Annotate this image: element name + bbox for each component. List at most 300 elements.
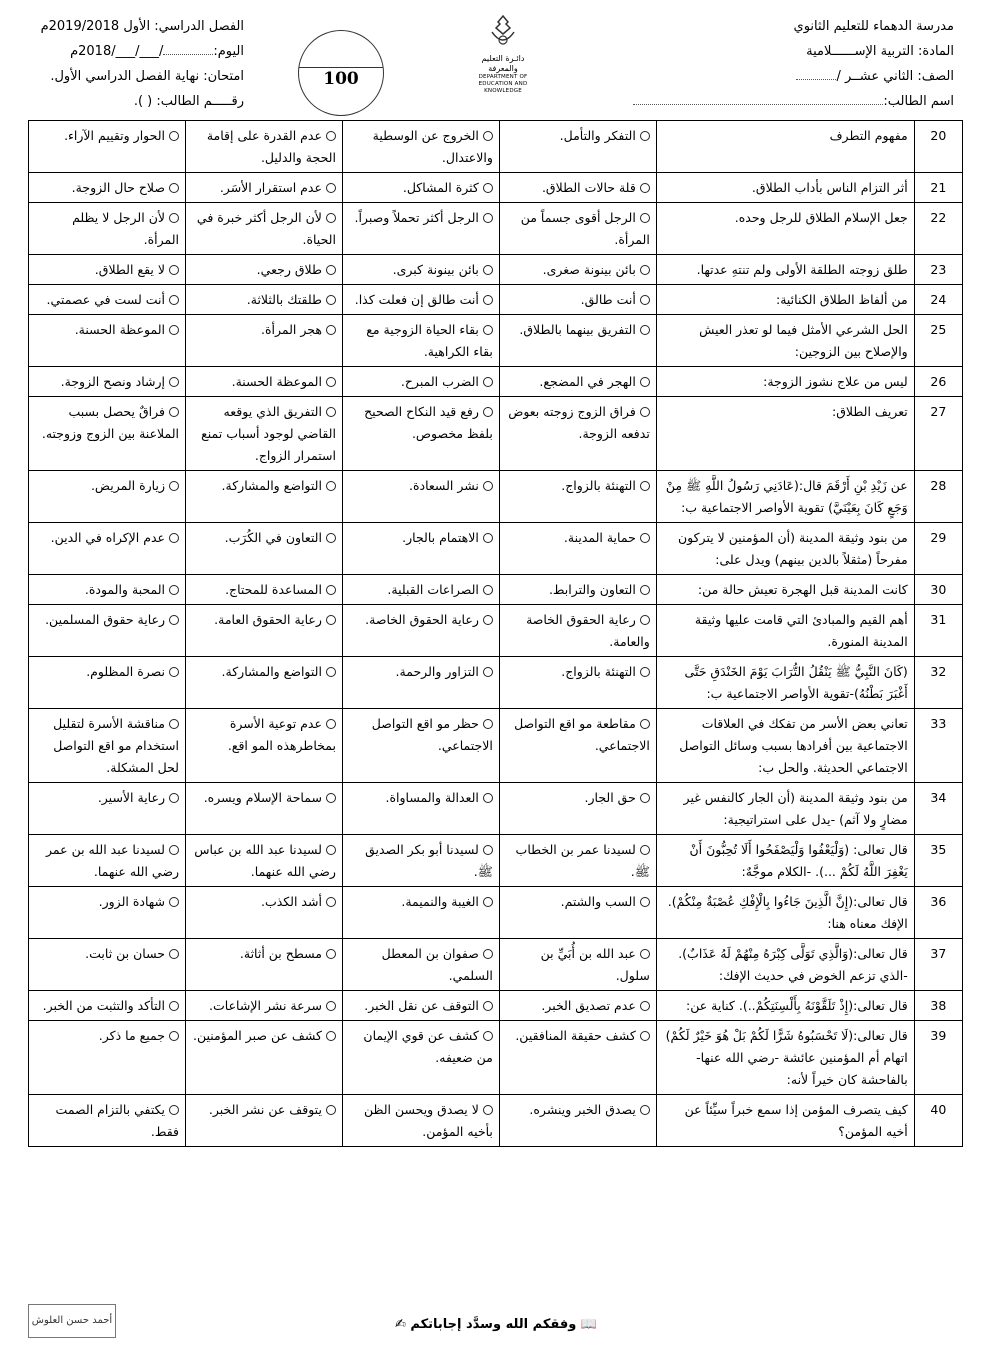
answer-option[interactable] (186, 709, 343, 783)
answer-option[interactable] (499, 315, 656, 367)
radio-circle-icon[interactable] (169, 131, 179, 141)
answer-option-label: بقاء الحياة الزوجية مع بقاء الكراهية. (366, 322, 493, 359)
question-row (29, 367, 963, 397)
radio-circle-icon[interactable] (640, 481, 650, 491)
answer-option[interactable] (342, 397, 499, 471)
answer-option[interactable] (342, 173, 499, 203)
answer-option[interactable] (499, 835, 656, 887)
answer-option-label: بائن بينونة صغرى. (542, 262, 636, 277)
radio-circle-icon[interactable] (169, 265, 179, 275)
answer-option[interactable] (342, 783, 499, 835)
answer-option-label: التفريق الذي يوقعه القاضي لوجود أسباب تمنع استمرار الزواج. (201, 404, 336, 463)
answer-option-label: أشد الكذب. (260, 894, 322, 909)
radio-circle-icon[interactable] (326, 265, 336, 275)
answer-option[interactable] (342, 575, 499, 605)
answer-option[interactable] (499, 939, 656, 991)
question-number: 38 (914, 991, 962, 1021)
radio-circle-icon[interactable] (640, 295, 650, 305)
answer-option-label: طلقتك بالثلاثة. (246, 292, 322, 307)
question-number: 24 (914, 285, 962, 315)
answer-option-label: عدم تصديق الخبر. (541, 998, 636, 1013)
logo-english-text: DEPARTMENT OF EDUCATION AND KNOWLEDGE (478, 74, 528, 94)
radio-circle-icon[interactable] (326, 615, 336, 625)
score-circle (298, 30, 384, 116)
answer-option[interactable] (29, 367, 186, 397)
radio-circle-icon[interactable] (326, 183, 336, 193)
radio-circle-icon[interactable] (483, 183, 493, 193)
answer-option-label: لأن الرجل أكثر خبرة في الحياة. (196, 210, 336, 247)
exam-header (0, 0, 992, 118)
answer-option-label: السب والشتم. (560, 894, 636, 909)
radio-circle-icon[interactable] (326, 719, 336, 729)
answer-option-label: نشر السعادة. (409, 478, 479, 493)
answer-option[interactable] (342, 939, 499, 991)
answer-option[interactable] (499, 367, 656, 397)
radio-circle-icon[interactable] (169, 533, 179, 543)
radio-circle-icon[interactable] (483, 585, 493, 595)
answer-option-label: طلاق رجعي. (256, 262, 322, 277)
question-row (29, 1021, 963, 1095)
answer-option-label: نصرة المظلوم. (86, 664, 165, 679)
answer-option[interactable] (499, 285, 656, 315)
question-row (29, 939, 963, 991)
radio-circle-icon[interactable] (640, 265, 650, 275)
radio-circle-icon[interactable] (483, 533, 493, 543)
answer-option-label: حظر مو اقع التواصل الاجتماعي. (371, 716, 493, 753)
answer-option-label: حق الجار. (584, 790, 636, 805)
answer-option-label: لا يقع الطلاق. (94, 262, 165, 277)
question-row (29, 173, 963, 203)
answer-option[interactable] (342, 121, 499, 173)
radio-circle-icon[interactable] (326, 481, 336, 491)
radio-circle-icon[interactable] (169, 377, 179, 387)
question-number: 32 (914, 657, 962, 709)
answer-option-label: الموعظة الحسنة. (74, 322, 165, 337)
answer-option-label: فراق الزوج زوجته بعوض تدفعه الزوجة. (508, 404, 650, 441)
question-row (29, 203, 963, 255)
question-text: عن زَيْدِ بْنِ أَرْقَمَ قال:(عَادَنِي رَسُولُ اللَّهِ ﷺ مِنْ وَجَعٍ كَانَ بِعَيْنَيَّ) تقوية الأواصر الاجتماعية ب: (656, 471, 914, 523)
question-text: تعاني بعض الأسر من تفكك في العلاقات الاجتماعية بين أفرادها بسبب وسائل التواصل الاجتماعي الحديثة. والحل ب: (656, 709, 914, 783)
radio-circle-icon[interactable] (326, 897, 336, 907)
answer-option[interactable] (29, 397, 186, 471)
answer-option[interactable] (29, 709, 186, 783)
radio-circle-icon[interactable] (169, 1105, 179, 1115)
question-text: ليس من علاج نشوز الزوجة: (656, 367, 914, 397)
question-number: 31 (914, 605, 962, 657)
question-row (29, 887, 963, 939)
radio-circle-icon[interactable] (169, 481, 179, 491)
answer-option-label: رفع قيد النكاح الصحيح بلفظ مخصوص. (364, 404, 493, 441)
answer-option[interactable] (29, 315, 186, 367)
answer-option-label: رعاية الحقوق العامة. (214, 612, 322, 627)
answer-option[interactable] (29, 605, 186, 657)
answer-option[interactable] (342, 285, 499, 315)
answer-option[interactable] (29, 173, 186, 203)
answer-option-label: سماحة الإسلام ويسره. (203, 790, 322, 805)
answer-option-label: رعاية حقوق المسلمين. (45, 612, 165, 627)
education-logo (466, 14, 540, 94)
radio-circle-icon[interactable] (483, 845, 493, 855)
answer-option[interactable] (29, 1021, 186, 1095)
radio-circle-icon[interactable] (483, 481, 493, 491)
answer-option-label: صلاح حال الزوجة. (71, 180, 165, 195)
answer-option[interactable] (499, 255, 656, 285)
radio-circle-icon[interactable] (326, 845, 336, 855)
answer-option-label: العدالة والمساواة. (385, 790, 479, 805)
answer-option[interactable] (186, 991, 343, 1021)
question-text: من بنود وثيقة المدينة (أن الجار كالنفس غير مضارٍ ولا آثم) -يدل على استراتيجية: (656, 783, 914, 835)
answer-option-label: الصراعات القبلية. (387, 582, 479, 597)
question-text: من ألفاظ الطلاق الكنائية: (656, 285, 914, 315)
answer-option-label: مسطح بن أثاثة. (239, 946, 322, 961)
answer-option[interactable] (499, 523, 656, 575)
answer-option-label: شهادة الزور. (98, 894, 165, 909)
answer-option-label: أنت طالق إن فعلت كذا. (354, 292, 479, 307)
question-text: قال تعالى: (وَلْيَعْفُوا وَلْيَصْفَحُوا أَلَا تُحِبُّونَ أَنْ يَغْفِرَ اللَّهُ لَكُمْ ...). -الكلام موجَّهٌ: (656, 835, 914, 887)
answer-option[interactable] (342, 991, 499, 1021)
answer-option[interactable] (29, 835, 186, 887)
answer-option-label: المحبة والمودة. (84, 582, 165, 597)
total-score: 100 (323, 69, 359, 89)
radio-circle-icon[interactable] (640, 183, 650, 193)
answer-option-label: التوقف عن نقل الخبر. (364, 998, 479, 1013)
answer-option[interactable] (342, 471, 499, 523)
answer-option-label: التهنئة بالزواج. (561, 478, 636, 493)
answer-option-label: الخروج عن الوسطية والاعتدال. (372, 128, 493, 165)
answer-option[interactable] (186, 835, 343, 887)
teacher-signature: أحمد حسن العلوش (28, 1304, 116, 1338)
answer-option-label: لسيدنا عمر بن الخطاب ﷺ. (515, 842, 650, 879)
radio-circle-icon[interactable] (640, 845, 650, 855)
radio-circle-icon[interactable] (640, 897, 650, 907)
answer-option-label: حماية المدينة. (563, 530, 636, 545)
answer-option[interactable] (186, 887, 343, 939)
answer-option-label: التزاور والرحمة. (395, 664, 479, 679)
radio-circle-icon[interactable] (640, 719, 650, 729)
radio-circle-icon[interactable] (169, 667, 179, 677)
answer-option[interactable] (29, 575, 186, 605)
answer-option-label: كثرة المشاكل. (402, 180, 479, 195)
answer-option-label: الهجر في المضجع. (539, 374, 636, 389)
question-row (29, 315, 963, 367)
answer-option[interactable] (342, 523, 499, 575)
answer-option[interactable] (499, 575, 656, 605)
radio-circle-icon[interactable] (326, 793, 336, 803)
radio-circle-icon[interactable] (326, 131, 336, 141)
answer-option-label: عدم القدرة على إقامة الحجة والدليل. (206, 128, 336, 165)
question-text: كيف يتصرف المؤمن إذا سمع خبراً سيِّئاً عن أخيه المؤمن؟ (656, 1095, 914, 1147)
radio-circle-icon[interactable] (169, 949, 179, 959)
question-text: أهم القيم والمبادئ التي قامت عليها وثيقة المدينة المنورة. (656, 605, 914, 657)
answer-option-label: فراقٌ يحصل بسبب الملاعنة بين الزوج وزوجته. (41, 404, 179, 441)
answer-option[interactable] (342, 657, 499, 709)
question-number: 37 (914, 939, 962, 991)
answer-option-label: كشف حقيقة المنافقين. (515, 1028, 636, 1043)
question-text: قال تعالى:(إِنَّ الَّذِينَ جَاءُوا بِالْإِفْكِ عُصْبَةٌ مِنْكُمْ). الإفك معناه هنا: (656, 887, 914, 939)
answer-option-label: أنت طالق. (580, 292, 636, 307)
question-row (29, 783, 963, 835)
student-number-label: رقـــــم الطالب: ( ). (133, 94, 244, 109)
radio-circle-icon[interactable] (326, 407, 336, 417)
radio-circle-icon[interactable] (640, 377, 650, 387)
radio-circle-icon[interactable] (169, 295, 179, 305)
question-text: قال تعالى:(لَا تَحْسَبُوهُ شَرًّا لَكُمْ بَلْ هُوَ خَيْرٌ لَكُمْ) اتهام أم المؤمنين عائشة -رضي الله عنها-بالفاحشة كان خيراً لأنه: (656, 1021, 914, 1095)
answer-option[interactable] (186, 203, 343, 255)
radio-circle-icon[interactable] (169, 897, 179, 907)
answer-option[interactable] (29, 939, 186, 991)
answer-option-label: التأكد والتثبت من الخبر. (42, 998, 165, 1013)
radio-circle-icon[interactable] (326, 585, 336, 595)
question-number: 35 (914, 835, 962, 887)
answer-option[interactable] (499, 1021, 656, 1095)
radio-circle-icon[interactable] (640, 1105, 650, 1115)
answer-option[interactable] (29, 1095, 186, 1147)
book-icon: 📖 (580, 1317, 598, 1332)
radio-circle-icon[interactable] (326, 213, 336, 223)
answer-option-label: التعاون والترابط. (548, 582, 636, 597)
answer-option[interactable] (29, 523, 186, 575)
answer-option[interactable] (342, 367, 499, 397)
answer-option[interactable] (29, 203, 186, 255)
radio-circle-icon[interactable] (483, 131, 493, 141)
question-text: (كَانَ النَّبِيُّ ﷺ يَنْقُلُ التُّرَابَ يَوْمَ الخَنْدَقِ حَتَّى أَغْبَرَ بَطْنُهُ)-تقوية الأواصر الاجتماعية ب: (656, 657, 914, 709)
answer-option[interactable] (342, 255, 499, 285)
radio-circle-icon[interactable] (483, 265, 493, 275)
radio-circle-icon[interactable] (169, 325, 179, 335)
answer-option-label: إرشاد ونصح الزوجة. (60, 374, 165, 389)
radio-circle-icon[interactable] (483, 897, 493, 907)
answer-option[interactable] (29, 657, 186, 709)
answer-option[interactable] (499, 887, 656, 939)
radio-circle-icon[interactable] (326, 1105, 336, 1115)
radio-circle-icon[interactable] (326, 1001, 336, 1011)
answer-option[interactable] (186, 575, 343, 605)
question-row (29, 397, 963, 471)
answer-option-label: بائن بينونة كبرى. (392, 262, 479, 277)
answer-option-label: رعاية الحقوق الخاصة والعامة. (526, 612, 650, 649)
question-text: قال تعالى:(إِذْ تَلَقَّوْنَهُ بِأَلْسِنَتِكُمْ..). كناية عن: (656, 991, 914, 1021)
radio-circle-icon[interactable] (640, 585, 650, 595)
answer-option-label: كشف عن صبر المؤمنين. (193, 1028, 322, 1043)
answer-option[interactable] (342, 605, 499, 657)
answer-option[interactable] (342, 315, 499, 367)
school-name: مدرسة الدهماء للتعليم الثانوي (793, 19, 954, 34)
answer-option[interactable] (186, 255, 343, 285)
question-row (29, 255, 963, 285)
question-row (29, 1095, 963, 1147)
header-left-block (29, 14, 244, 114)
question-text: كانت المدينة قبل الهجرة تعيش حالة من: (656, 575, 914, 605)
question-text: جعل الإسلام الطلاق للرجل وحده. (656, 203, 914, 255)
exam-title: امتحان: نهاية الفصل الدراسي الأول. (50, 69, 244, 84)
answer-option-label: هجر المرأة. (261, 322, 322, 337)
answer-option-label: المساعدة للمحتاج. (225, 582, 322, 597)
answer-option-label: جميع ما ذكر. (98, 1028, 165, 1043)
radio-circle-icon[interactable] (640, 131, 650, 141)
radio-circle-icon[interactable] (640, 615, 650, 625)
answer-option[interactable] (29, 121, 186, 173)
radio-circle-icon[interactable] (483, 615, 493, 625)
radio-circle-icon[interactable] (326, 533, 336, 543)
answer-option[interactable] (342, 835, 499, 887)
radio-circle-icon[interactable] (483, 949, 493, 959)
question-text: قال تعالى:(وَالَّذِي تَوَلَّى كِبْرَهُ مِنْهُمْ لَهُ عَذَابٌ). -الذي تزعم الخوض في حديث الإفك: (656, 939, 914, 991)
radio-circle-icon[interactable] (169, 213, 179, 223)
answer-option-label: زيارة المريض. (90, 478, 165, 493)
radio-circle-icon[interactable] (640, 407, 650, 417)
question-number: 34 (914, 783, 962, 835)
radio-circle-icon[interactable] (483, 667, 493, 677)
answer-option-label: يتوقف عن نشر الخبر. (208, 1102, 322, 1117)
answer-option-label: لسيدنا عبد الله بن عمر رضي الله عنهما. (46, 842, 179, 879)
radio-circle-icon[interactable] (640, 793, 650, 803)
answer-option[interactable] (29, 255, 186, 285)
answer-option[interactable] (342, 1021, 499, 1095)
answer-option[interactable] (186, 173, 343, 203)
radio-circle-icon[interactable] (483, 793, 493, 803)
radio-circle-icon[interactable] (640, 213, 650, 223)
answer-option-label: لسيدنا أبو بكر الصديق ﷺ. (365, 842, 493, 879)
header-right-block (624, 14, 954, 114)
answer-option[interactable] (499, 121, 656, 173)
radio-circle-icon[interactable] (483, 1031, 493, 1041)
answer-option[interactable] (499, 397, 656, 471)
radio-circle-icon[interactable] (169, 719, 179, 729)
radio-circle-icon[interactable] (640, 1001, 650, 1011)
question-row (29, 523, 963, 575)
answer-option-label: رعاية الأسير. (97, 790, 165, 805)
radio-circle-icon[interactable] (483, 295, 493, 305)
radio-circle-icon[interactable] (483, 1105, 493, 1115)
answer-option[interactable] (342, 1095, 499, 1147)
question-number: 29 (914, 523, 962, 575)
question-row (29, 835, 963, 887)
question-text: من بنود وثيقة المدينة (أن المؤمنين لا يتركون مفرحاً (مثقلاً بالدين بينهم) ويدل على: (656, 523, 914, 575)
radio-circle-icon[interactable] (326, 377, 336, 387)
answer-option-label: لسيدنا عبد الله بن عباس رضي الله عنهما. (194, 842, 336, 879)
radio-circle-icon[interactable] (169, 1031, 179, 1041)
question-number: 36 (914, 887, 962, 939)
grade-label: الصف: الثاني عشــر / (624, 64, 954, 89)
answer-option[interactable] (29, 783, 186, 835)
radio-circle-icon[interactable] (326, 949, 336, 959)
radio-circle-icon[interactable] (326, 325, 336, 335)
answer-option-label: لأن الرجل لا يظلم المرأة. (72, 210, 179, 247)
answer-option[interactable] (29, 471, 186, 523)
radio-circle-icon[interactable] (483, 407, 493, 417)
radio-circle-icon[interactable] (169, 183, 179, 193)
answer-option[interactable] (186, 657, 343, 709)
answer-option[interactable] (29, 991, 186, 1021)
answer-option[interactable] (499, 173, 656, 203)
answer-option[interactable] (186, 1021, 343, 1095)
question-number: 26 (914, 367, 962, 397)
answer-option-label: الموعظة الحسنة. (231, 374, 322, 389)
answer-option[interactable] (499, 605, 656, 657)
radio-circle-icon[interactable] (326, 295, 336, 305)
question-number: 28 (914, 471, 962, 523)
answer-option[interactable] (186, 1095, 343, 1147)
answer-option[interactable] (499, 991, 656, 1021)
answer-option-label: عدم استقرار الأسَر. (219, 180, 322, 195)
answer-option[interactable] (29, 285, 186, 315)
question-text: أثر التزام الناس بأداب الطلاق. (656, 173, 914, 203)
radio-circle-icon[interactable] (483, 1001, 493, 1011)
radio-circle-icon[interactable] (169, 845, 179, 855)
radio-circle-icon[interactable] (640, 325, 650, 335)
answer-option-label: حسان بن ثابت. (85, 946, 165, 961)
radio-circle-icon[interactable] (483, 325, 493, 335)
radio-circle-icon[interactable] (483, 719, 493, 729)
answer-option-label: أنت لست في عصمتي. (46, 292, 165, 307)
answer-option-label: عدم الإكراه في الدين. (50, 530, 165, 545)
question-text: طلق زوجته الطلقة الأولى ولم تنتهِ عدتها. (656, 255, 914, 285)
answer-option[interactable] (499, 1095, 656, 1147)
question-number: 25 (914, 315, 962, 367)
radio-circle-icon[interactable] (169, 615, 179, 625)
radio-circle-icon[interactable] (640, 533, 650, 543)
radio-circle-icon[interactable] (640, 667, 650, 677)
answer-option-label: مقاطعة مو اقع التواصل الاجتماعي. (514, 716, 650, 753)
answer-option[interactable] (186, 605, 343, 657)
answer-option[interactable] (186, 367, 343, 397)
radio-circle-icon[interactable] (169, 793, 179, 803)
answer-option[interactable] (342, 887, 499, 939)
answer-option[interactable] (499, 471, 656, 523)
radio-circle-icon[interactable] (169, 407, 179, 417)
answer-option-label: رعاية الحقوق الخاصة. (365, 612, 479, 627)
answer-option-label: عبد الله بن أُبَيِّ بن سلول. (540, 946, 650, 983)
emblem-icon (486, 14, 520, 50)
answer-option[interactable] (499, 783, 656, 835)
answer-option[interactable] (186, 523, 343, 575)
answer-option-label: صفوان بن المعطل السلمي. (381, 946, 493, 983)
radio-circle-icon[interactable] (640, 949, 650, 959)
answer-option[interactable] (29, 887, 186, 939)
answer-option[interactable] (186, 783, 343, 835)
answer-option[interactable] (342, 709, 499, 783)
question-text: الحل الشرعي الأمثل فيما لو تعذر العيش والإصلاح بين الزوجين: (656, 315, 914, 367)
answer-option[interactable] (186, 315, 343, 367)
answer-option[interactable] (186, 121, 343, 173)
question-row (29, 471, 963, 523)
answer-option[interactable] (499, 657, 656, 709)
radio-circle-icon[interactable] (483, 213, 493, 223)
answer-option[interactable] (342, 203, 499, 255)
question-row (29, 285, 963, 315)
answer-option-label: التواضع والمشاركة. (221, 664, 322, 679)
answer-option[interactable] (499, 709, 656, 783)
radio-circle-icon[interactable] (326, 1031, 336, 1041)
answer-option-label: الرجل أقوى جسماً من المرأة. (520, 210, 650, 247)
radio-circle-icon[interactable] (169, 585, 179, 595)
radio-circle-icon[interactable] (483, 377, 493, 387)
radio-circle-icon[interactable] (169, 1001, 179, 1011)
radio-circle-icon[interactable] (326, 667, 336, 677)
radio-circle-icon[interactable] (640, 1031, 650, 1041)
answer-option[interactable] (186, 397, 343, 471)
answer-option[interactable] (186, 285, 343, 315)
question-number: 20 (914, 121, 962, 173)
answer-option[interactable] (186, 471, 343, 523)
question-row (29, 709, 963, 783)
answer-option-label: التعاون في الكُرَب. (224, 530, 322, 545)
answer-option-label: الاهتمام بالجار. (402, 530, 479, 545)
answer-option[interactable] (186, 939, 343, 991)
answer-option-label: الغيبة والنميمة. (401, 894, 479, 909)
question-row (29, 657, 963, 709)
answer-option[interactable] (499, 203, 656, 255)
